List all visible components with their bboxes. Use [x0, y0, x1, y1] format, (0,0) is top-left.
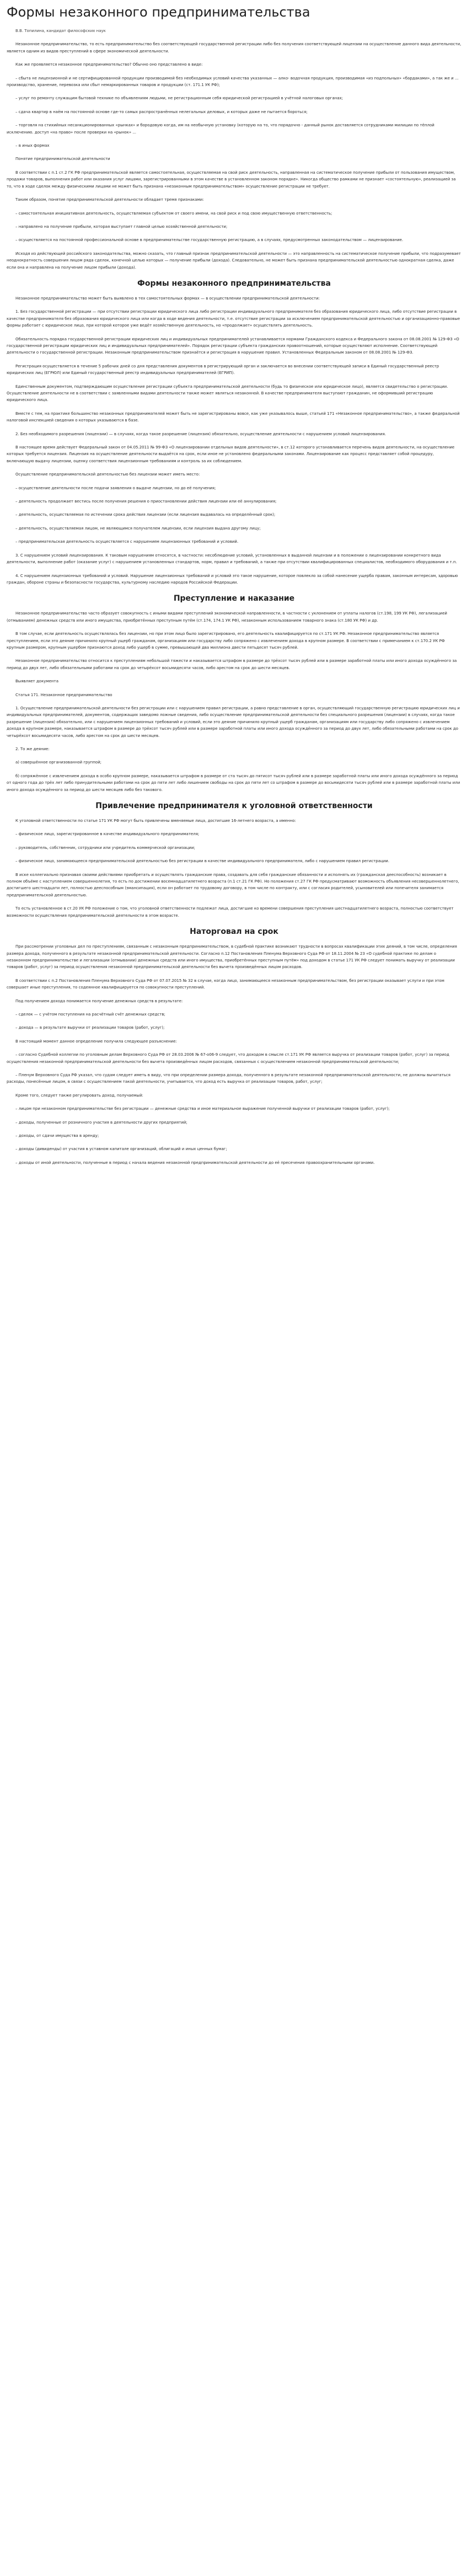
article-paragraph: – торговля на стихийных несанкционированных «рынках» и бородовую когда, им на необычную установку (которую на то, что порядочно - данный рынок доставляется сотрудниками милиции по тёплой исключению. доступ «на право» после проверки на «рынок» ... [7, 123, 434, 135]
article-paragraph: – доходы от иной деятельности, полученные в период с начала ведения незаконной предпринимательской деятельности до её пресечения правоохранительными органами. [15, 1160, 375, 1165]
article-paragraph: – сбыта не лицензионной и не сертифицированной продукции производимой без необходимых условий качества указанных — алко- водочная продукция, производимая «из подпольных» «бардаками», а так же и ... производство, хранение, перевозка или сбыт немаркированных товаров и продукции (ст. 171.1 УК РФ); [7, 76, 459, 88]
article-paragraph: – предпринимательская деятельность осуществляется с нарушением лицензионных требований и условий. [15, 539, 239, 544]
article-paragraph: – направлено на получение прибыли, которая выступает главной целью хозяйственной деятельности; [15, 224, 228, 229]
article-paragraph: 3. С нарушением условий лицензирования. К таковым нарушениям относятся, в частности: несоблюдение условий, установленных в выданной лицензии и в положении о лицензировании конкретного вида деятельности, выполнение работ (оказание услуг) с нарушением установленных стандартов, норм, правил и требований, а также при отсутствии квалифицированных специалистов, необходимого оборудования и т.п. [7, 553, 457, 565]
article-paragraph: 1. Без государственной регистрации — при отсутствии регистрации юридического лица либо регистрации индивидуального предпринимателя без образования юридического лица, либо отсутствие регистрации в качестве предпринимателя без образования юридического лица или когда в ходе ведения деятельности, т.е. отсутствие регистрации за исключением предпринимательской деятельностью и организационно-правовые формы работает с юридическое лицо, при которой которое уже ведёт хозяйственную деятельность, но «продолжает» осуществлять деятельность. [7, 309, 460, 328]
section-heading: Преступление и наказание [173, 594, 295, 603]
article-paragraph: – деятельность продолжает вестись после получения решения о приостановлении действия лицензии или её аннулирования; [15, 499, 277, 504]
article-paragraph: – физическое лицо, занимающееся предпринимательской деятельностью без регистрации в качестве индивидуального предпринимателя, либо с нарушением правил регистрации. [15, 859, 390, 864]
article-paragraph: Незаконное предпринимательство может быть выявлено в тех самостоятельных формах — в осуществлении предпринимательской деятельности: [15, 296, 320, 301]
section-heading: Формы незаконного предпринимательства [137, 279, 331, 288]
article-paragraph: Единственным документом, подтверждающим осуществление регистрации субъекта предпринимательской деятельности (будь то физическое или юридическое лицо), является свидетельство о регистрации. Осуществление деятельности не в соответствии с заявленными видами деятельности также может являться незаконной. В качестве предпринимателя выступают гражданин, не оформивший регистрацию юридического лица. [7, 384, 448, 403]
article-paragraph: Незаконное предпринимательство, то есть предпринимательство без соответствующей государственной регистрации либо без получения соответствующей лицензии на осуществление данного вида деятельности, является одним из видов преступлений в сфере экономической деятельности. [7, 42, 461, 54]
article-paragraph: – согласно Судебной коллегии по уголовным делам Верховного Суда РФ от 28.03.2006 № 67-о06-9 следует, что доходом в смысле ст.171 УК РФ является выручка от реализации товаров (работ, услуг) за период осуществления незаконной предпринимательской деятельности без вычета произведённых лицом расходов, связанных с осуществлением незаконной предпринимательской деятельности; [7, 1052, 449, 1064]
article-paragraph: К уголовной ответственности по статье 171 УК РФ могут быть привлечены вменяемые лица, достигшие 16-летнего возраста, а именно: [15, 819, 296, 824]
article-paragraph: – доходы, от сдачи имущества в аренду; [15, 1134, 99, 1138]
article-paragraph: В настоящее время действует Федеральный закон от 04.05.2011 № 99-ФЗ «О лицензировании отдельных видов деятельности», в ст.12 которого устанавливается перечень видов деятельности, на осуществление которых требуется лицензия. Лицензия на осуществление деятельности выдаётся на срок, если иное не установлено федеральными законами. Лицензирование как процесс представляет собой процедуру, включающую выдачу лицензии, оценку соответствия лицензионным требованиям и контроль за их соблюдением. [7, 445, 455, 463]
article-section [7, 279, 461, 586]
article-paragraph: При рассмотрении уголовных дел по преступлениям, связанным с незаконным предпринимательством, в судебной практике возникают трудности в вопросах квалификации этих деяний, в том числе, определения размера дохода, полученного в результате незаконной предпринимательской деятельности. Согласно п.12 Постановления Пленума Верховного Суда РФ от 18.11.2004 № 23 «О судебной практике по делам о незаконном предпринимательстве и легализации (отмывании) денежных средств или иного имущества, приобретённых преступным путём» под доходом в статье 171 УК РФ следует понимать выручку от реализации товаров (работ, услуг) за период осуществления незаконной предпринимательской деятельности без вычета произведённых лицом расходов. [7, 944, 457, 970]
section-heading: Наторговал на срок [190, 927, 278, 937]
article-paragraph: Как же проявляется незаконное предпринимательство? Обычно оно представлено в виде: [15, 62, 203, 67]
article-section [7, 41, 461, 271]
article-paragraph: Таким образом, понятие предпринимательской деятельности обладает тремя признаками: [15, 197, 204, 202]
article-paragraph: Регистрация осуществляется в течение 5 рабочих дней со дня представления документов в регистрирующий орган и заключается во внесении соответствующей записи в Единый государственный реестр юридических лиц (ЕГРЮЛ) или Единый государственный реестр индивидуальных предпринимателей (ЕГРИП). [7, 364, 439, 376]
article-paragraph: а) совершённое организованной группой; [15, 760, 101, 765]
article-paragraph: – осуществление деятельности после подачи заявления о выдаче лицензии, но до её получения; [15, 485, 216, 490]
article-paragraph: – руководитель, собственник, сотрудники или учредитель коммерческой организации; [15, 845, 195, 850]
article-paragraph: 2. Без необходимого разрешения (лицензии) — в случаях, когда такое разрешение (лицензия) обязательно, осуществление деятельности с нарушением условий лицензирования. [15, 431, 387, 436]
page-title: Формы незаконного предпринимательства [7, 4, 310, 20]
article-paragraph: Выявляет документа [15, 679, 58, 684]
article-paragraph: Незаконное предпринимательство часто образует совокупность с иными видами преступлений экономической направленности, в частности с уклонением от уплаты налогов (ст.198, 199 УК РФ), легализацией (отмыванием) денежных средств или иного имущества, приобретённых преступным путём (ст.174, 174.1 УК РФ), незаконным использованием товарного знака (ст.180 УК РФ) и др. [7, 611, 447, 623]
article-paragraph: – лицом при незаконном предпринимательстве без регистрации — денежные средства и иное материальное выражение полученной выручки от реализации товаров (работ, услуг); [15, 1107, 390, 1111]
article-paragraph: Статья 171. Незаконное предпринимательство [15, 692, 112, 697]
article-paragraph: В соответствии с п.1 ст.2 ГК РФ предпринимательской является самостоятельная, осуществляемая на свой риск деятельность, направленная на систематическое получение прибыли от пользования имуществом, продажи товаров, выполнения работ или оказания услуг лицами, зарегистрированными в этом качестве в установленном законом порядке». Никогда общество рамками не признает «состоятельную», реализацией за то, что в ходе сделок между физическими лицами не может быть признана «незаконным предпринимательством» осуществление регистрации не требует. [7, 170, 456, 189]
article-body [7, 41, 461, 1166]
article-paragraph: Осуществление предпринимательской деятельностью без лицензии может иметь место: [15, 472, 200, 477]
article-paragraph: – деятельность, осуществляемая по истечении срока действия лицензии (если лицензия выдавалась на определённый срок); [15, 512, 276, 517]
article-section [7, 594, 461, 793]
article-paragraph: То есть установленное в ст.20 УК РФ положение о том, что уголовной ответственности подлежат лица, достигшие ко времени совершения преступления шестнадцатилетнего возраста, полностью соответствует возможности осуществления предпринимательской деятельности в этом возрасте. [7, 906, 454, 918]
article-paragraph: – деятельность, осуществляемая лицом, не являющимся получателем лицензии, если лицензия выдана другому лицу; [15, 526, 261, 531]
article-paragraph: – дохода — в результате выручки от реализации товаров (работ, услуг); [15, 1025, 165, 1030]
article-paragraph: – доходы, полученные от розничного участия в деятельности других предприятий; [15, 1120, 187, 1125]
article-paragraph: б) сопряжённое с извлечением дохода в особо крупном размере, наказывается штрафом в размере от ста тысяч до пятисот тысяч рублей или в размере заработной платы или иного дохода осуждённого за период от одного года до трёх лет либо принудительными работами на срок до пяти лет либо лишением свободы на срок до пяти лет со штрафом в размере до восьмидесяти тысяч рублей или в размере заработной платы или иного дохода осуждённого за период до шести месяцев либо без такового. [7, 773, 460, 792]
article-paragraph: – осуществляется на постоянной профессиональной основе в предпринимательстве государственную регистрацию, а в случаях, предусмотренных законодательством — лицензирование. [15, 238, 404, 243]
article-paragraph: Незаконное предпринимательство относится к преступлениям небольшой тяжести и наказывается штрафом в размере до трёхсот тысяч рублей или в размере заработной платы или иного дохода осуждённого за период до двух лет, либо обязательными работами на срок до четырёхсот восьмидесяти часов, либо арестом на срок до шести месяцев. [7, 659, 457, 670]
article-paragraph: Кроме того, следует также регулировать доход, получаемый: [15, 1093, 143, 1098]
article-paragraph: 4. С нарушением лицензионных требований и условий. Нарушение лицензионных требований и условий это такое нарушение, которое повлекло за собой нанесение ущерба правам, законным интересам, здоровью граждан, обороне страны и безопасности государства, культурному наследию народов Российской Федерации. [7, 573, 458, 585]
article-paragraph: – физическое лицо, зарегистрированное в качестве индивидуального предпринимателя; [15, 832, 200, 837]
article-section [7, 801, 461, 919]
article-paragraph: – сделок — с учётом поступления на расчётный счёт денежных средств; [15, 1012, 165, 1017]
article-paragraph: Исходя из действующей российского законодательства, можно сказать, что главный признак предпринимательской деятельности — это направленность на систематическое получение прибыли, что подразумевает неоднократность совершения лицом ряда сделок, конечной целью которых — получение прибыли (дохода). Следовательно, не может быть признана предпринимательской деятельностью однократная сделка, даже если она и направлена на получение лицом прибыли (дохода). [7, 251, 461, 270]
article-paragraph: – самостоятельная инициативная деятельность, осуществляемая субъектом от своего имени, на свой риск и под свою имущественную ответственность; [15, 211, 332, 216]
article-paragraph: 1. Осуществление предпринимательской деятельности без регистрации или с нарушением правил регистрации, а равно представление в орган, осуществляющий государственную регистрацию юридических лиц и индивидуальных предпринимателей, документов, содержащих заведомо ложные сведения, либо осуществление предпринимательской деятельности без специального разрешения (лицензии) в случаях, когда такое разрешение (лицензия) обязательно, или с нарушением лицензионных требований и условий, если это деяние причинило крупный ущерб гражданам, организациям или государству либо сопряжено с извлечением дохода в крупном размере, наказывается штрафом в размере до трёхсот тысяч рублей или в размере заработной платы или иного дохода осуждённого за период до двух лет, либо обязательными работами на срок до четырёхсот восьмидесяти часов, либо арестом на срок до шести месяцев. [7, 706, 460, 738]
article-byline: В.В. Топилина, кандидат философских наук [15, 29, 106, 33]
article-paragraph: Под получением дохода понимается получение денежных средств в результате: [15, 998, 183, 1003]
article-paragraph: – услуг по ремонту служащим бытовой технике по объявлениям людьми, не регистрационным себя юридической регистрацией в учётной налоговых органах; [15, 96, 343, 101]
article-section [7, 927, 461, 1166]
article-paragraph: В соответствии с п.2 Постановления Пленума Верховного Суда РФ от 07.07.2015 № 32 в случае, когда лицо, занимающееся незаконным предпринимательством, без регистрации оказывает услуги и при этом совершает иные преступления, то содеянное квалифицируется по совокупности преступлений. [7, 978, 444, 990]
article-paragraph: – сдача квартир в наём на постоянной основе где-то самых распространённых нелегальных деловых, и которых даже не пытается бороться; [15, 109, 308, 114]
article-paragraph: Понятие предпринимательской деятельности [15, 157, 110, 162]
article-paragraph: – в иных формах [15, 143, 50, 148]
article-paragraph: – Пленум Верховного Суда РФ указал, что судам следует иметь в виду, что при определении размера дохода, полученного в результате незаконной предпринимательской деятельности, не должны вычитаться расходы, понесённые лицом, в связи с осуществлением такой деятельности, учитывается, что доход есть выручка от реализации товаров, работ, услуг; [7, 1072, 450, 1084]
article-page [0, 4, 467, 1166]
article-paragraph: Обязательность порядка государственной регистрации юридических лиц и индивидуальных предпринимателей устанавливается нормами Гражданского кодекса и Федерального закона от 08.08.2001 № 129-ФЗ «О государственной регистрации юридических лиц и индивидуальных предпринимателей». Порядок регистрации субъекта гражданских правоотношений, которые осуществляют исполнение. Соответствующей деятельности о государственной регистрации. Незаконным предпринимательством признаётся и регистрация в нарушение правил. Установленных Федеральным законом от 08.08.2001 № 129-ФЗ. [7, 336, 459, 355]
article-paragraph: Вместе с тем, на практике большинство незаконных предпринимателей может быть не зарегистрированы вовсе, как уже указывалось выше, статьей 171 «Незаконное предпринимательство», а также федеральной налоговой инспекцией сведения о которых указываются в базе. [7, 411, 460, 423]
article-paragraph: – доходы (дивиденды) от участия в уставном капитале организаций, облигаций и иных ценных бумаг; [15, 1147, 227, 1152]
article-paragraph: 2. То же деяние: [15, 747, 50, 751]
article-paragraph: В том случае, если деятельность осуществлялась без лицензии, но при этом лицо было зарегистрировано, его деятельность квалифицируется по ст.171 УК РФ. Незаконное предпринимательство является преступлением, если это деяние причинило крупный ущерб гражданам, организациям или государству либо сопряжено с извлечением дохода в крупном размере. В соответствии с примечанием к ст.170.2 УК РФ крупным размером, крупным ущербом признаются доход либо ущерб в сумме, превышающей два миллиона двести пятьдесят тысяч рублей. [7, 632, 445, 650]
section-heading: Привлечение предпринимателя к уголовной ответственности [95, 801, 373, 811]
article-paragraph: В иске коллегиально признавая своими действиями приобретать и осуществлять гражданские права, создавать для себя гражданские обязанности и исполнять их (гражданская дееспособность) возникает в полном объёме с наступлением совершеннолетия, то есть по достижении восемнадцатилетнего возраста (п.1 ст.21 ГК РФ). Но положения ст.27 ГК РФ предусматривают возможность объявления несовершеннолетнего, достигшего шестнадцати лет, полностью дееспособным (эмансипация), если он работает по трудовому договору, в том числе по контракту, или с согласия родителей, усыновителей или попечителя занимается предпринимательской деятельностью. [7, 872, 459, 897]
article-paragraph: В настоящий момент данное определение получила следующее разъяснение: [15, 1039, 177, 1044]
